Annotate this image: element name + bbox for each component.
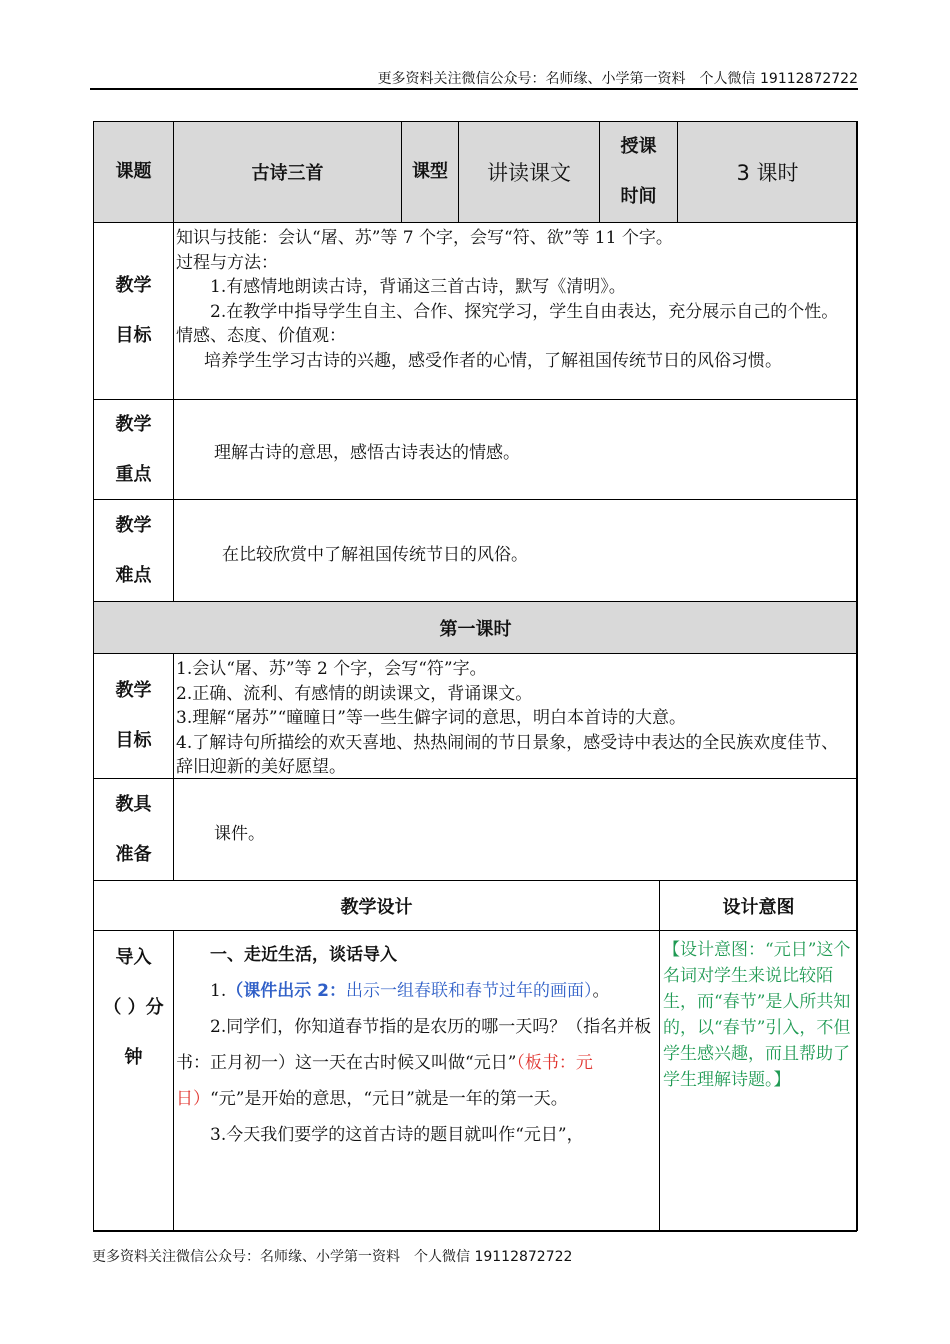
intro-p2-b: “元”是开始的意思，“元日”就是一年的第一天。 (210, 1089, 568, 1109)
key-label-1: 教学 (115, 413, 152, 435)
page-header: 更多资料关注微信公众号：名师缘、小学第一资料 个人微信 19112872722 (377, 71, 858, 87)
difficulty-content (173, 499, 857, 601)
goals-label-cell (93, 222, 173, 399)
type-value: 讲读课文 (487, 161, 571, 185)
key-text: 理解古诗的意思，感悟古诗表达的情感。 (214, 443, 520, 463)
lesson-goals-line-2: 2.正确、流利、有感情的朗读课文，背诵课文。 (176, 683, 533, 704)
difficulty-text: 在比较欣赏中了解祖国传统节日的风俗。 (222, 545, 528, 565)
tools-content (173, 778, 857, 880)
intro-label-2: （ ）分 (103, 997, 164, 1018)
design-header: 教学设计 (340, 896, 413, 918)
design-header-cell (93, 880, 659, 930)
lesson-goals-label-2: 目标 (115, 730, 152, 751)
lesson-goals-line-4: 4.了解诗句所描绘的欢天喜地、热热闹闹的节日景象，感受诗中表达的全民族欢度佳节、辞旧迎新的美好愿望。 (176, 732, 839, 777)
intro-p3: 3.今天我们要学的这首古诗的题目就叫作“元日”， (210, 1125, 584, 1145)
time-value: 3 课时 (736, 161, 799, 185)
intro-p1-text: 出示一组春联和春节过年的画面） (345, 981, 593, 1001)
table-bottom-border (93, 1230, 857, 1232)
lesson-goals-label-1: 教学 (115, 680, 152, 701)
intro-p2 (176, 1009, 657, 1117)
time-value-cell (677, 121, 857, 222)
intro-label-cell (93, 930, 173, 1231)
goals-label-2: 目标 (115, 325, 152, 346)
lesson-goals-line-1: 1.会认“屠、苏”等 2 个字，会写“符”字。 (176, 659, 487, 679)
intro-p1-num: 1. (210, 981, 227, 1001)
intro-p1-end: 。 (592, 981, 610, 1001)
lesson-title-cell (93, 601, 857, 653)
intent-header: 设计意图 (722, 896, 795, 918)
time-label-2: 时间 (620, 186, 657, 207)
topic-label-cell (93, 121, 173, 222)
intent-header-cell (659, 880, 857, 930)
intro-p1-bold: （课件出示 2： (226, 981, 346, 1001)
time-label-cell (599, 121, 677, 222)
type-label-cell (401, 121, 458, 222)
lesson-goals-content (173, 653, 857, 778)
difficulty-label-2: 难点 (115, 564, 152, 586)
topic-value-cell (173, 121, 401, 222)
lesson-title: 第一课时 (439, 618, 512, 640)
type-label: 课型 (412, 161, 448, 182)
time-label-1: 授课 (620, 136, 657, 157)
intro-label-1: 导入 (115, 947, 152, 968)
topic-label: 课题 (115, 161, 152, 182)
intro-intent: 【设计意图：“元日”这个名词对学生来说比较陌生，而“春节”是人所共知的，以“春节”引入，不但学生感兴趣，而且帮助了学生理解诗题。】 (659, 930, 857, 1231)
goals-line-2: 过程与方法： (176, 252, 278, 273)
tools-label-2: 准备 (115, 843, 152, 865)
intro-p2-red: （板书：元日） (176, 1053, 593, 1109)
difficulty-label-cell (93, 499, 173, 601)
header-divider (90, 88, 858, 90)
key-content (173, 399, 857, 499)
lesson-plan-table (93, 121, 857, 1231)
goals-line-6: 培养学生学习古诗的兴趣，感受作者的心情，了解祖国传统节日的风俗习惯。 (204, 350, 782, 371)
goals-line-4: 2.在教学中指导学生自主、合作、探究学习，学生自由表达，充分展示自己的个性。 (210, 301, 839, 322)
intro-p2-a: 2.同学们，你知道春节指的是农历的哪一天吗？（指名并板书：正月初一）这一天在古时候又叫做“元日” (176, 1017, 652, 1073)
intro-p1 (176, 973, 657, 1009)
page-footer: 更多资料关注微信公众号：名师缘、小学第一资料 个人微信 19112872722 (92, 1249, 573, 1265)
intro-heading: 一、走近生活，谈话导入 (210, 945, 397, 965)
type-value-cell (458, 121, 599, 222)
topic-value: 古诗三首 (251, 163, 324, 184)
difficulty-label-1: 教学 (115, 514, 152, 536)
key-label-cell (93, 399, 173, 499)
goals-line-3: 1.有感情地朗读古诗，背诵这三首古诗，默写《清明》。 (210, 277, 626, 297)
goals-line-1: 知识与技能：会认“屠、苏”等 7 个字，会写“符、欲”等 11 个字。 (176, 228, 673, 248)
intro-content (173, 930, 659, 1231)
lesson-goals-label-cell (93, 653, 173, 778)
table-right-border (856, 121, 858, 1231)
lesson-goals-line-3: 3.理解“屠苏”“曈曈日”等一些生僻字词的意思，明白本首诗的大意。 (176, 708, 686, 728)
tools-label-1: 教具 (115, 793, 152, 815)
key-label-2: 重点 (115, 463, 152, 485)
tools-label-cell (93, 778, 173, 880)
goals-line-5: 情感、态度、价值观： (176, 326, 346, 346)
goals-label-1: 教学 (115, 275, 152, 296)
tools-text: 课件。 (214, 824, 265, 844)
goals-content (173, 222, 857, 399)
intro-label-3: 钟 (124, 1047, 143, 1068)
